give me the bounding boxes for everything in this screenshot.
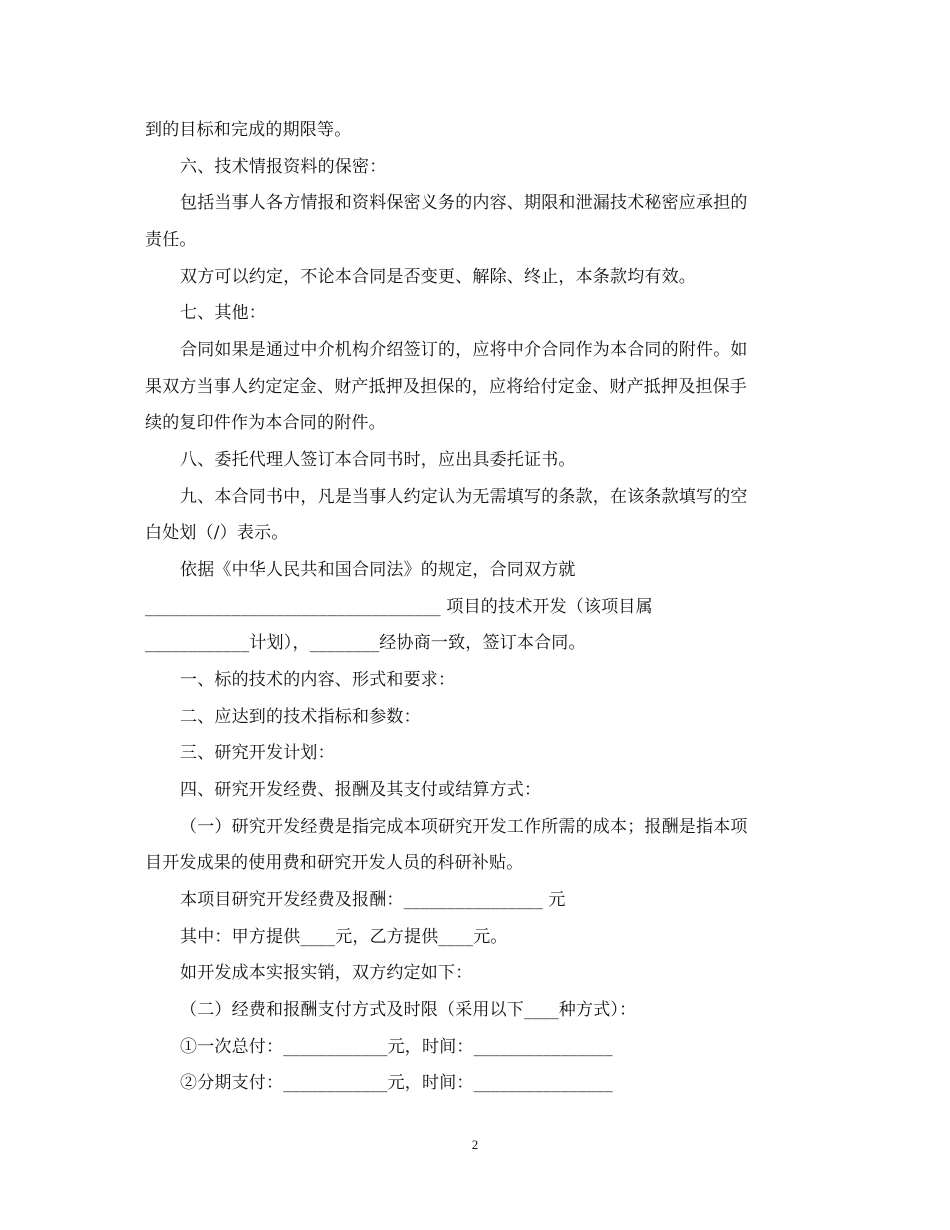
fill-in-line: ____________计划），________经协商一致，签订本合同。	[145, 633, 586, 653]
section-heading: 八、委托代理人签订本合同书时，应出具委托证书。	[180, 450, 576, 470]
fill-in-line: __________________________________ 项目的技术开发（该项目属	[145, 597, 653, 617]
text-line: （一）研究开发经费是指完成本项研究开发工作所需的成本；报酬是指本项	[180, 817, 748, 837]
fill-in-line: （二）经费和报酬支付方式及时限（采用以下____种方式）：	[180, 1000, 637, 1020]
section-heading: 一、标的技术的内容、形式和要求：	[180, 670, 456, 690]
text-line: 如开发成本实报实销，双方约定如下：	[180, 963, 473, 983]
text-line: 依据《中华人民共和国合同法》的规定，合同双方就	[180, 560, 576, 580]
section-heading: 九、本合同书中，凡是当事人约定认为无需填写的条款，在该条款填写的空	[180, 487, 748, 507]
section-heading: 二、应达到的技术指标和参数：	[180, 707, 421, 727]
section-heading: 六、技术情报资料的保密：	[180, 157, 387, 177]
fill-in-line: 其中：甲方提供____元，乙方提供____元。	[180, 927, 508, 947]
text-line: 包括当事人各方情报和资料保密义务的内容、期限和泄漏技术秘密应承担的	[180, 193, 748, 213]
text-line: 合同如果是通过中介机构介绍签订的，应将中介合同作为本合同的附件。如	[180, 340, 748, 360]
text-line: 到的目标和完成的期限等。	[145, 120, 352, 140]
section-heading: 四、研究开发经费、报酬及其支付或结算方式：	[180, 780, 542, 800]
fill-in-line: ①一次总付：____________元，时间：________________	[180, 1037, 613, 1057]
text-line: 白处划（/）表示。	[145, 523, 289, 543]
text-line: 续的复印件作为本合同的附件。	[145, 413, 386, 433]
page-number: 2	[471, 1137, 479, 1152]
section-heading: 七、其他：	[180, 303, 266, 323]
section-heading: 三、研究开发计划：	[180, 743, 335, 763]
text-line: 目开发成果的使用费和研究开发人员的科研补贴。	[145, 853, 524, 873]
fill-in-line: ②分期支付：____________元，时间：________________	[180, 1073, 613, 1093]
fill-in-line: 本项目研究开发经费及报酬：________________ 元	[180, 890, 566, 910]
text-line: 双方可以约定，不论本合同是否变更、解除、终止，本条款均有效。	[180, 267, 696, 287]
text-line: 责任。	[145, 230, 197, 250]
text-line: 果双方当事人约定定金、财产抵押及担保的，应将给付定金、财产抵押及担保手	[145, 377, 747, 397]
